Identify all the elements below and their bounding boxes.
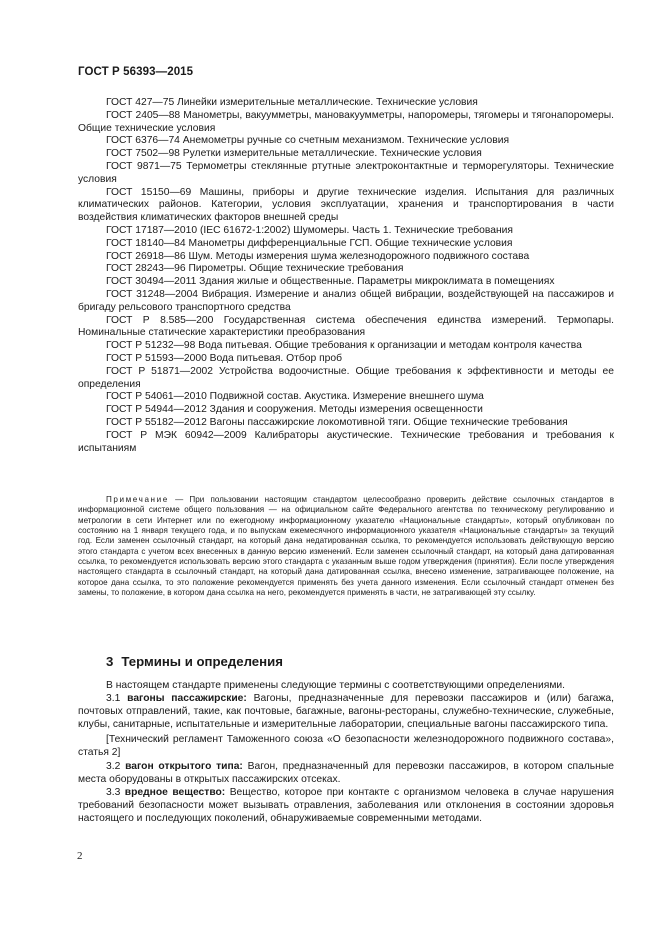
reference-item: ГОСТ Р 55182—2012 Вагоны пассажирские локомотивной тяги. Общие технические требования bbox=[106, 416, 568, 428]
reference-item: ГОСТ Р 54944—2012 Здания и сооружения. Методы измерения освещенности bbox=[106, 404, 483, 416]
reference-item: ГОСТ 7502—98 Рулетки измерительные металлические. Технические условия bbox=[106, 148, 482, 160]
note-paragraph bbox=[78, 495, 614, 598]
reference-item: ГОСТ 26918—86 Шум. Методы измерения шума железнодорожного подвижного состава bbox=[106, 250, 530, 262]
reference-item: ГОСТ Р 8.585—200 Государственная система обеспечения единства измерений. Термопары. Номинальные статические характеристики преобразования bbox=[78, 314, 614, 339]
term-definition: Вагон, предназначенный для перевозки пассажиров, в котором спальные места оборудованы в открытых пассажирских отсеках. bbox=[78, 760, 614, 785]
reference-item: ГОСТ 17187—2010 (IEC 61672-1:2002) Шумомеры. Часть 1. Технические требования bbox=[106, 224, 513, 236]
reference-item: ГОСТ 6376—74 Анемометры ручные со счетным механизмом. Технические условия bbox=[106, 135, 510, 147]
reference-item: ГОСТ 15150—69 Машины, приборы и другие технические изделия. Испытания для различных климатических районов. Категории, условия эксплуатации, хранения и транспортирования в части воздействия климатических факторов внешней среды bbox=[78, 186, 614, 224]
reference-item: ГОСТ 28243—96 Пирометры. Общие технические требования bbox=[106, 263, 404, 275]
reference-item: ГОСТ Р 54061—2010 Подвижной состав. Акустика. Измерение внешнего шума bbox=[106, 391, 484, 403]
reference-item: ГОСТ 31248—2004 Вибрация. Измерение и анализ общей вибрации, воздействующей на пассажиров и бригаду рельсового транспортного средства bbox=[78, 288, 614, 313]
term-source: [Технический регламент Таможенного союза «О безопасности железнодорожного подвижного состава», статья 2] bbox=[78, 734, 614, 759]
page-number: 2 bbox=[77, 850, 83, 862]
page-header-title: ГОСТ Р 56393—2015 bbox=[78, 66, 194, 78]
note-label: Примечание bbox=[106, 495, 169, 504]
term-number: 3.1 bbox=[106, 693, 121, 705]
section-heading bbox=[106, 654, 283, 669]
term-name: вредное вещество: bbox=[124, 786, 226, 798]
reference-item: ГОСТ 30494—2011 Здания жилые и общественные. Параметры микроклимата в помещениях bbox=[106, 276, 555, 288]
section-intro: В настоящем стандарте применены следующие термины с соответствующими определениями. bbox=[106, 680, 566, 691]
reference-item: ГОСТ 427—75 Линейки измерительные металлические. Технические условия bbox=[106, 97, 478, 108]
term-entry bbox=[78, 786, 614, 825]
terms-definitions bbox=[78, 679, 614, 825]
section-title: Термины и определения bbox=[121, 654, 283, 669]
note-text: — При пользовании настоящим стандартом целесообразно проверить действие ссылочных стандартов в информационной системе общего пользования — на официальном сайте Федерального агентства по техническому регулированию и метрологии в сети Интернет или по ежегодному информационному указателю «Национальные стандарты», который опубликован по состоянию на 1 января текущего года, и по выпускам ежемесячного информационного указателя «Национальные стандарты» за текущий год. Если заменен ссылочный стандарт, на который дана недатированная ссылка, то рекомендуется использовать действующую версию этого стандарта с учетом всех внесенных в данную версию изменений. Если заменен ссылочный стандарт, на который дана датированная ссылка, то рекомендуется использовать версию этого стандарта с указанным выше годом утверждения (принятия). Если после утверждения настоящего стандарта в ссылочный стандарт, на который дана датированная ссылка, внесено изменение, затрагивающее положение, на которое дана ссылка, то это положение рекомендуется применять без учета данного изменения. Если ссылочный стандарт отменен без замены, то положение, в котором дана ссылка на него, рекомендуется применять в части, не затрагивающей эту ссылку. bbox=[78, 495, 614, 598]
reference-item: ГОСТ 18140—84 Манометры дифференциальные ГСП. Общие технические условия bbox=[106, 237, 513, 249]
term-entry bbox=[78, 692, 614, 731]
term-definition: Вагоны, предназначенные для перевозки пассажиров и (или) багажа, почтовых отправлений, такие, как почтовые, багажные, вагоны-рестораны, служебно-технические, служебные, клубы, санитарные, испытательные и измерительные лаборатории, специальные вагоны пассажирского типа. bbox=[78, 693, 614, 731]
reference-item: ГОСТ 9871—75 Термометры стеклянные ртутные электроконтактные и терморегуляторы. Технические условия bbox=[78, 160, 614, 185]
term-definition: Вещество, которое при контакте с организмом человека в случае нарушения требований безопасности может вызывать отравления, заболевания или отклонения в состоянии здоровья настоящего и последующих поколений, обнаруживаемые современными методами. bbox=[78, 786, 614, 824]
normative-references-list bbox=[78, 97, 614, 455]
reference-item: ГОСТ Р 51593—2000 Вода питьевая. Отбор проб bbox=[106, 352, 343, 364]
term-number: 3.3 bbox=[106, 786, 121, 798]
term-name: вагоны пассажирские: bbox=[127, 693, 247, 705]
reference-item: ГОСТ 2405—88 Манометры, вакуумметры, мановакуумметры, напоромеры, тягомеры и тягонапоромеры. Общие технические условия bbox=[78, 109, 614, 134]
reference-item: ГОСТ Р МЭК 60942—2009 Калибраторы акустические. Технические требования и требования к испытаниям bbox=[78, 429, 614, 454]
note-block bbox=[78, 495, 614, 598]
section-number: 3 bbox=[106, 654, 114, 669]
term-entry bbox=[78, 760, 614, 786]
reference-item: ГОСТ Р 51232—98 Вода питьевая. Общие требования к организации и методам контроля качества bbox=[106, 340, 582, 352]
term-name: вагон открытого типа: bbox=[125, 760, 243, 772]
term-number: 3.2 bbox=[106, 760, 121, 772]
reference-item: ГОСТ Р 51871—2002 Устройства водоочистные. Общие требования к эффективности и методы ее определения bbox=[78, 365, 614, 390]
